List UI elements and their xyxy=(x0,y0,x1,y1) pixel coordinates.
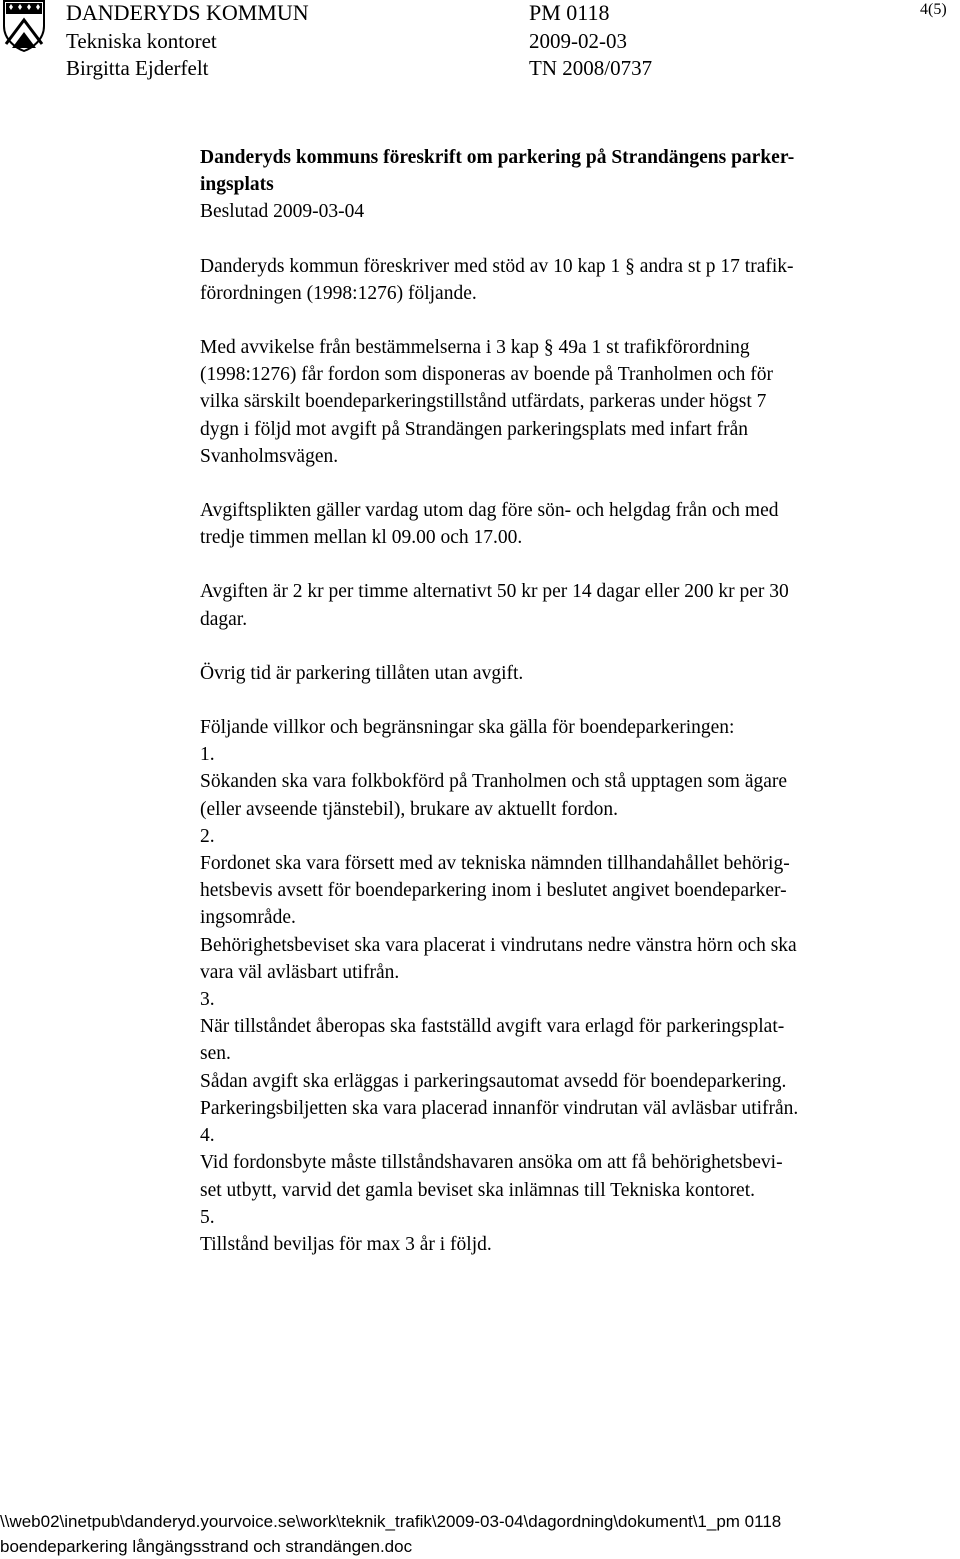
municipality-crest-icon xyxy=(2,0,46,52)
condition-3-line-4: Parkeringsbiljetten ska vara placerad innanför vindrutan väl avläsbar utifrån. xyxy=(200,1097,799,1119)
condition-1-line-1: Sökanden ska vara folkbokförd på Tranholmen och stå upptagen som ägare xyxy=(200,771,788,793)
document-title-line-1: Danderyds kommuns föreskrift om parkering på Strandängens parker- xyxy=(200,147,795,168)
decided-date: Beslutad 2009-03-04 xyxy=(200,201,365,223)
intro-line-2: förordningen (1998:1276) följande. xyxy=(200,282,477,304)
case-number: TN 2008/0737 xyxy=(529,56,653,80)
document-title-line-2: ingsplats xyxy=(200,174,274,196)
condition-3-line-2: sen. xyxy=(200,1043,231,1065)
condition-4-line-2: set utbytt, varvid det gamla beviset ska inlämnas till Tekniska kontoret. xyxy=(200,1179,755,1201)
paragraph-1-line-2: (1998:1276) får fordon som disponeras av boende på Tranholmen och för xyxy=(200,364,773,386)
condition-2-number: 2. xyxy=(200,825,215,847)
condition-5-number: 5. xyxy=(200,1206,215,1228)
document-id: PM 0118 xyxy=(529,0,610,25)
department: Tekniska kontoret xyxy=(66,29,217,53)
condition-1-line-2: (eller avseende tjänstebil), brukare av aktuellt fordon. xyxy=(200,798,618,820)
file-path-line-2: boendeparkering långängsstrand och strandängen.doc xyxy=(0,1537,413,1556)
paragraph-2-line-2: tredje timmen mellan kl 09.00 och 17.00. xyxy=(200,527,523,549)
paragraph-1-line-4: dygn i följd mot avgift på Strandängen parkeringsplats med infart från xyxy=(200,418,749,440)
paragraph-3-line-1: Avgiften är 2 kr per timme alternativt 50 kr per 14 dagar eller 200 kr per 30 xyxy=(200,581,789,603)
condition-3-number: 3. xyxy=(200,989,215,1011)
condition-3-line-3: Sådan avgift ska erläggas i parkeringsautomat avsedd för boendeparkering. xyxy=(200,1070,787,1092)
document-body xyxy=(200,144,940,1258)
paragraph-1-line-3: vilka särskilt boendeparkeringstillstånd utfärdats, parkeras under högst 7 xyxy=(200,391,767,413)
condition-2-line-3: ingsområde. xyxy=(200,907,296,929)
paragraph-3-line-2: dagar. xyxy=(200,608,248,630)
file-path-footer xyxy=(0,1509,781,1559)
condition-4-number: 4. xyxy=(200,1125,215,1147)
condition-4-line-1: Vid fordonsbyte måste tillståndshavaren ansöka om att få behörighetsbevi- xyxy=(200,1152,783,1174)
author: Birgitta Ejderfelt xyxy=(66,56,209,80)
condition-1-number: 1. xyxy=(200,744,215,766)
paragraph-2-line-1: Avgiftsplikten gäller vardag utom dag före sön- och helgdag från och med xyxy=(200,500,779,522)
page-number: 4(5) xyxy=(920,1,947,18)
conditions-intro: Följande villkor och begränsningar ska gälla för boendeparkeringen: xyxy=(200,717,735,739)
condition-2-line-4: Behörighetsbeviset ska vara placerat i vindrutans nedre vänstra hörn och ska xyxy=(200,934,797,956)
org-name: DANDERYDS KOMMUN xyxy=(66,0,309,25)
paragraph-1-line-1: Med avvikelse från bestämmelserna i 3 kap § 49a 1 st trafikförordning xyxy=(200,337,750,359)
condition-5-line-1: Tillstånd beviljas för max 3 år i följd. xyxy=(200,1233,492,1255)
file-path-line-1: \\web02\inetpub\danderyd.yourvoice.se\work\teknik_trafik\2009-03-04\dagordning\dokument\1_pm 0118 xyxy=(0,1512,782,1531)
intro-line-1: Danderyds kommun föreskriver med stöd av 10 kap 1 § andra st p 17 trafik- xyxy=(200,255,794,277)
condition-3-line-1: När tillståndet åberopas ska fastställd avgift vara erlagd för parkeringsplat- xyxy=(200,1016,785,1038)
paragraph-1-line-5: Svanholmsvägen. xyxy=(200,445,339,467)
condition-2-line-5: vara väl avläsbart utifrån. xyxy=(200,961,400,983)
condition-2-line-2: hetsbevis avsett för boendeparkering inom i beslutet angivet boendeparker- xyxy=(200,880,787,902)
paragraph-4: Övrig tid är parkering tillåten utan avgift. xyxy=(200,662,524,684)
document-date: 2009-02-03 xyxy=(529,29,627,53)
condition-2-line-1: Fordonet ska vara försett med av tekniska nämnden tillhandahållet behörig- xyxy=(200,853,790,875)
